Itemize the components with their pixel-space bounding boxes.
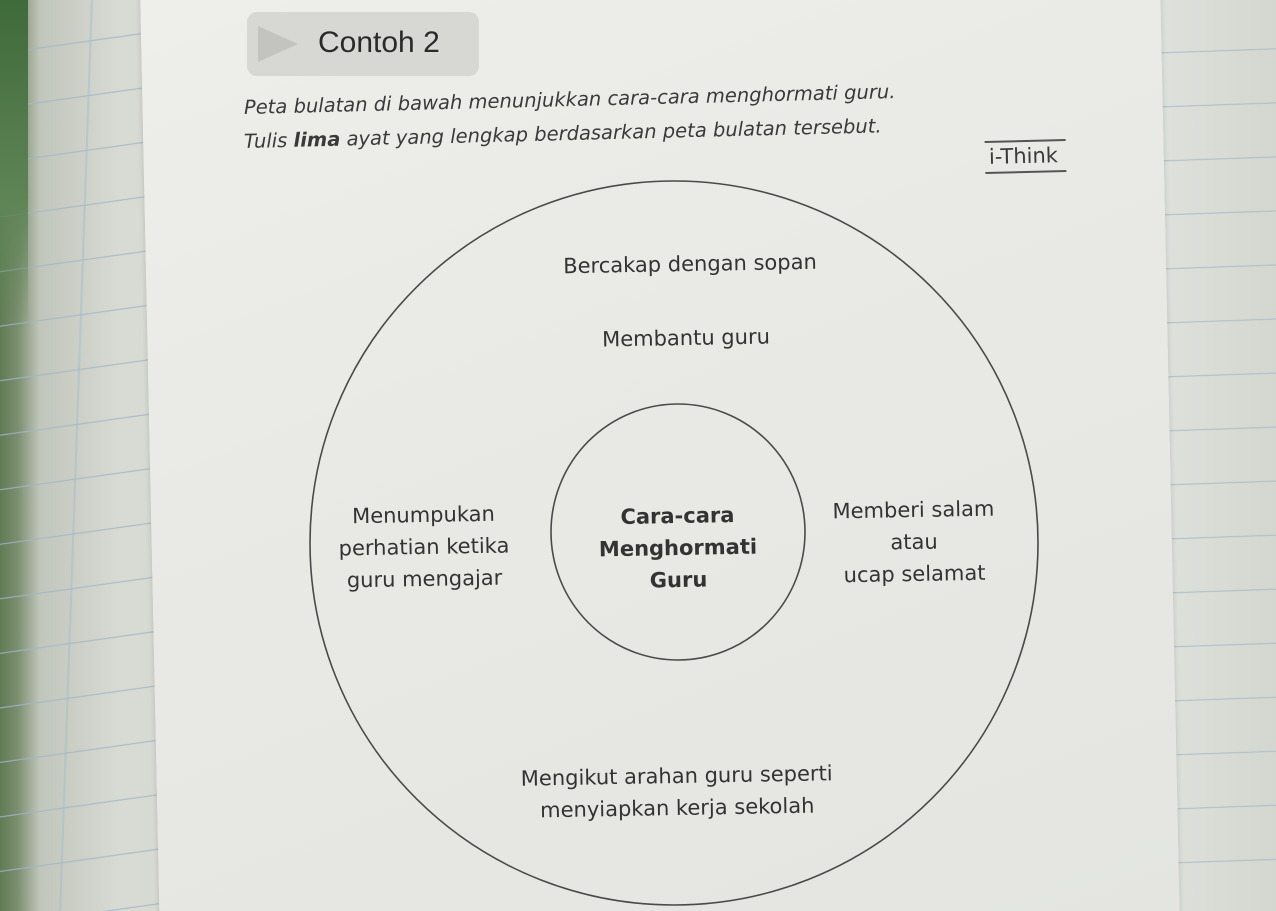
example-title: Contoh 2 bbox=[318, 26, 440, 59]
center-line-1: Cara-cara bbox=[620, 503, 735, 529]
center-line-2: Menghormati bbox=[598, 534, 758, 562]
i-think-tag: i-Think bbox=[985, 139, 1067, 174]
item-mengikut-arahan bbox=[521, 757, 834, 826]
left-line-2: perhatian ketika bbox=[338, 533, 510, 561]
center-topic bbox=[598, 499, 758, 598]
bottom-line-1: Mengikut arahan guru seperti bbox=[520, 761, 833, 791]
bottom-line-2: menyiapkan kerja sekolah bbox=[539, 793, 815, 823]
item-memberi-salam bbox=[832, 493, 996, 592]
left-line-3: guru mengajar bbox=[346, 565, 503, 593]
item-membantu: Membantu guru bbox=[601, 324, 771, 352]
item-menumpukan bbox=[338, 498, 510, 597]
instruction-bold-word: lima bbox=[293, 127, 341, 152]
instruction-line-2-start: Tulis bbox=[243, 128, 294, 153]
center-line-3: Guru bbox=[649, 567, 708, 593]
right-line-1: Memberi salam bbox=[832, 496, 995, 524]
right-line-2: atau bbox=[890, 529, 938, 555]
item-bercakap: Bercakap dengan sopan bbox=[562, 249, 818, 279]
instruction-line-1: Peta bulatan di bawah menunjukkan cara-cara menghormati guru. bbox=[243, 80, 896, 119]
instruction-line-2-end: ayat yang lengkap berdasarkan peta bulatan tersebut. bbox=[340, 114, 882, 151]
right-line-3: ucap selamat bbox=[843, 560, 986, 588]
left-line-1: Menumpukan bbox=[351, 501, 495, 529]
